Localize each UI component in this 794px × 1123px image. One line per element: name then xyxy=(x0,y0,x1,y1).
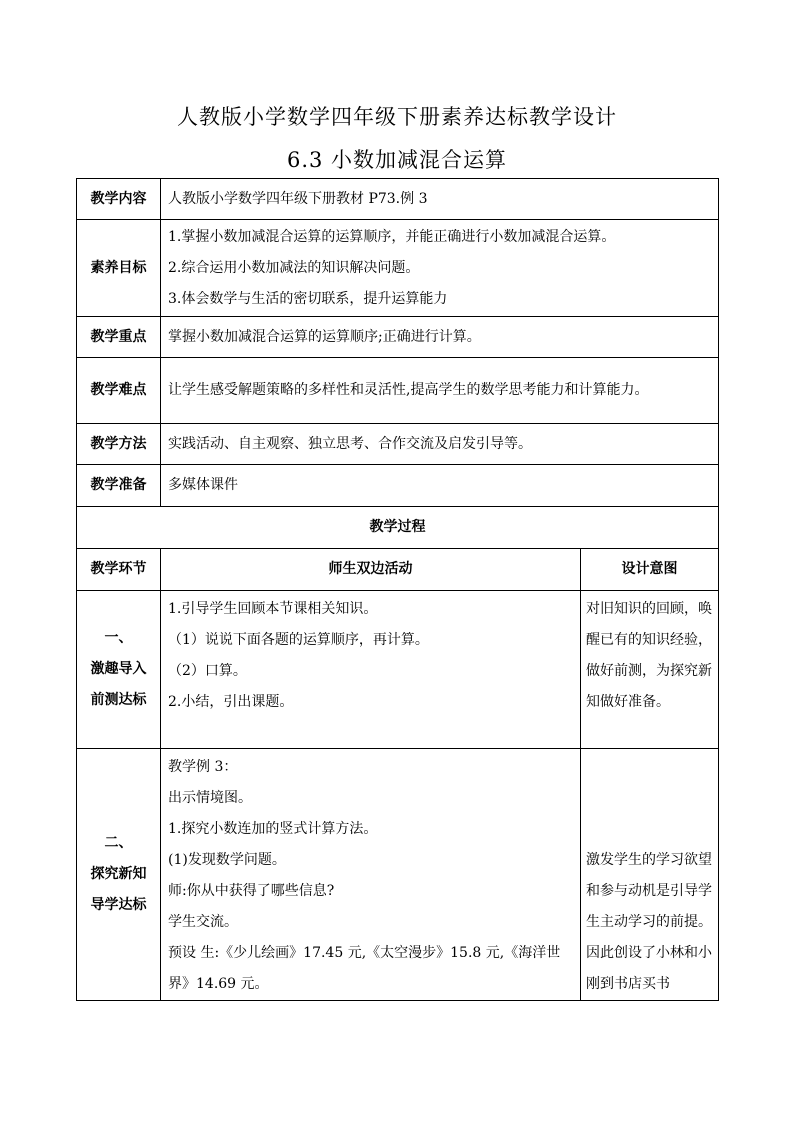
activity-line: 1.探究小数连加的竖式计算方法。 xyxy=(168,821,378,837)
activity-line: 预设 生:《少儿绘画》17.45 元,《太空漫步》15.8 元,《海洋世界》14.69 元。 xyxy=(168,945,561,992)
stage-1-number: 一、 xyxy=(104,630,133,646)
goal-item: 3.体会数学与生活的密切联系，提升运算能力 xyxy=(168,290,448,307)
row-stage-2 xyxy=(77,749,719,1001)
row-method xyxy=(77,424,719,465)
stage-2-activities xyxy=(161,749,581,1001)
document-title: 人教版小学数学四年级下册素养达标教学设计 xyxy=(177,105,617,129)
content-value: 人教版小学数学四年级下册教材 P73.例 3 xyxy=(161,179,719,220)
process-header: 教学过程 xyxy=(77,507,719,549)
col-activity-header: 师生双边活动 xyxy=(161,549,581,591)
col-stage-header: 教学环节 xyxy=(77,549,161,591)
stage-1-name-line2: 前测达标 xyxy=(90,692,147,708)
stage-2-name-line1: 探究新知 xyxy=(90,866,147,882)
goal-item: 1.掌握小数加减混合运算的运算顺序，并能正确进行小数加减混合运算。 xyxy=(168,228,616,245)
key-label: 教学重点 xyxy=(77,317,161,358)
activity-line: (1)发现数学问题。 xyxy=(168,852,286,868)
difficulty-value: 让学生感受解题策略的多样性和灵活性,提高学生的数学思考能力和计算能力。 xyxy=(161,358,719,424)
stage-1-name-line1: 激趣导入 xyxy=(90,661,147,677)
prep-value: 多媒体课件 xyxy=(161,465,719,507)
stage-2-label xyxy=(77,749,161,1001)
activity-line: （2）口算。 xyxy=(168,663,247,679)
key-value: 掌握小数加减混合运算的运算顺序;正确进行计算。 xyxy=(161,317,719,358)
difficulty-label: 教学难点 xyxy=(77,358,161,424)
row-column-headers xyxy=(77,549,719,591)
row-stage-1 xyxy=(77,591,719,749)
activity-line: 教学例 3： xyxy=(168,759,238,775)
stage-1-label xyxy=(77,591,161,749)
activity-line: 出示情境图。 xyxy=(168,790,252,806)
col-intent-header: 设计意图 xyxy=(581,549,719,591)
activity-line: 1.引导学生回顾本节课相关知识。 xyxy=(168,601,378,617)
row-content xyxy=(77,179,719,220)
goals-label: 素养目标 xyxy=(77,220,161,317)
stage-2-name-line2: 导学达标 xyxy=(90,897,147,913)
lesson-plan-table xyxy=(76,178,719,1001)
activity-line: （1）说说下面各题的运算顺序，再计算。 xyxy=(168,632,429,648)
stage-2-number: 二、 xyxy=(104,835,133,851)
activity-line: 2.小结，引出课题。 xyxy=(168,694,294,710)
lesson-subtitle: 6.3 小数加减混合运算 xyxy=(286,148,508,172)
row-process-header xyxy=(77,507,719,549)
method-label: 教学方法 xyxy=(77,424,161,465)
row-goals xyxy=(77,220,719,317)
activity-line: 学生交流。 xyxy=(168,914,238,930)
stage-1-intent: 对旧知识的回顾，唤醒已有的知识经验，做好前测，为探究新知做好准备。 xyxy=(581,591,719,749)
stage-2-intent: 激发学生的学习欲望和参与动机是引导学生主动学习的前提。因此创设了小林和小刚到书店买书 xyxy=(581,749,719,1001)
row-key-points xyxy=(77,317,719,358)
row-preparation xyxy=(77,465,719,507)
content-label: 教学内容 xyxy=(77,179,161,220)
goals-list xyxy=(161,220,719,317)
prep-label: 教学准备 xyxy=(77,465,161,507)
row-difficulty xyxy=(77,358,719,424)
method-value: 实践活动、自主观察、独立思考、合作交流及启发引导等。 xyxy=(161,424,719,465)
activity-line: 师:你从中获得了哪些信息? xyxy=(168,883,335,899)
goal-item: 2.综合运用小数加减法的知识解决问题。 xyxy=(168,259,420,276)
stage-1-activities xyxy=(161,591,581,749)
